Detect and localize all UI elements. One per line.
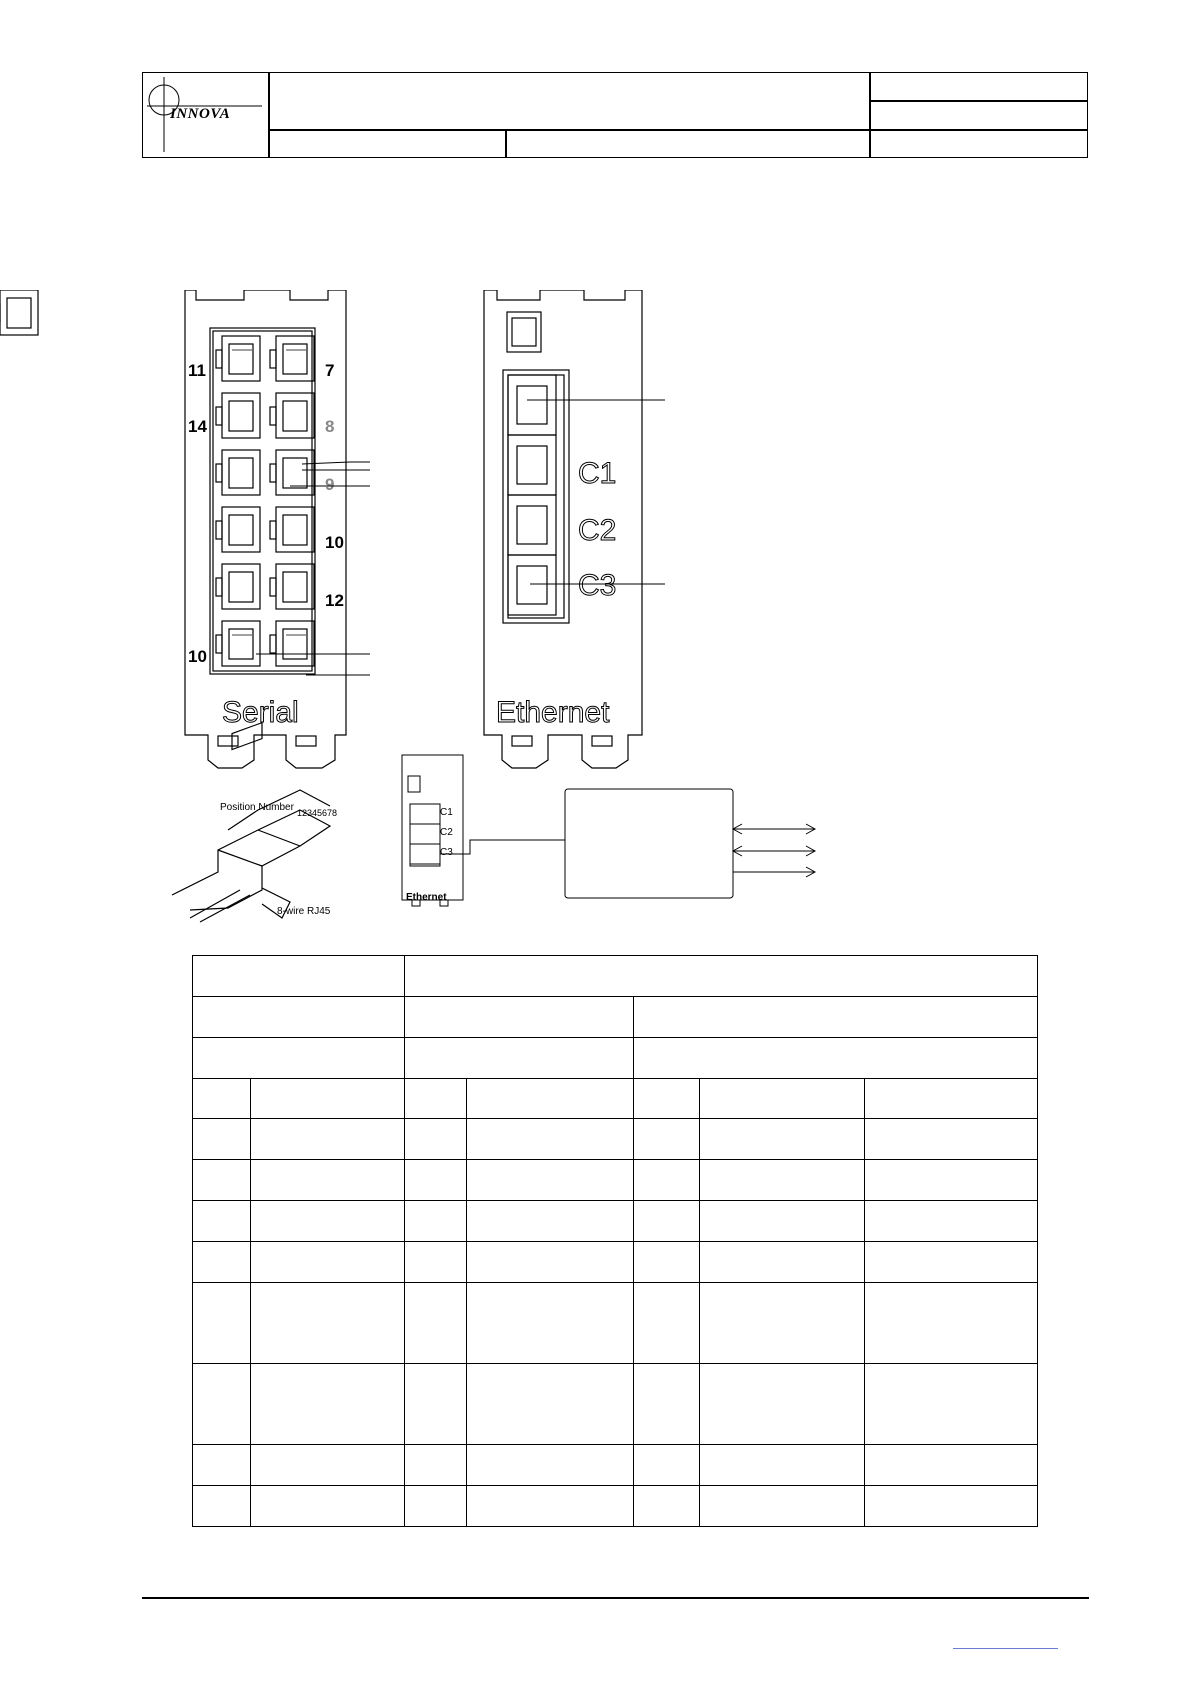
page-number-rule bbox=[953, 1648, 1058, 1649]
serial-port-number: 9 bbox=[325, 475, 335, 494]
header-divider bbox=[268, 72, 270, 158]
table-row bbox=[193, 1364, 1038, 1445]
serial-port-number: 7 bbox=[325, 361, 335, 380]
serial-port-number: 10 bbox=[325, 533, 344, 552]
module-panel-label: Ethernet bbox=[406, 892, 447, 903]
header-divider bbox=[869, 72, 871, 158]
serial-port-number: 8 bbox=[325, 417, 335, 436]
table-row bbox=[193, 1242, 1038, 1283]
table-row bbox=[193, 1486, 1038, 1527]
company-logo: INNOVA bbox=[170, 106, 231, 122]
module-port-label: C2 bbox=[440, 827, 453, 838]
serial-jacks bbox=[0, 290, 38, 335]
table-row bbox=[193, 1119, 1038, 1160]
module-port-label: C1 bbox=[440, 807, 453, 818]
ethernet-port-label: C2 bbox=[578, 514, 617, 547]
serial-port-number: 10 bbox=[188, 647, 207, 666]
header-divider bbox=[268, 129, 1088, 131]
header-divider bbox=[505, 129, 507, 158]
table-row bbox=[193, 956, 1038, 997]
rj45-connector-label: 8-wire RJ45 bbox=[277, 906, 331, 917]
table-row bbox=[193, 1038, 1038, 1079]
ethernet-panel-label: Ethernet bbox=[496, 696, 610, 729]
serial-panel-label: Serial bbox=[222, 696, 299, 729]
ethernet-port-label: C1 bbox=[578, 457, 617, 490]
table-row bbox=[193, 997, 1038, 1038]
hardware-figure bbox=[0, 290, 1191, 930]
serial-port-number: 14 bbox=[188, 417, 207, 436]
small-ethernet-module bbox=[402, 755, 463, 906]
rj45-connector-illustration bbox=[172, 723, 330, 922]
ethernet-port-label: C3 bbox=[578, 569, 617, 602]
serial-port-number: 12 bbox=[325, 591, 344, 610]
table-row bbox=[193, 1160, 1038, 1201]
header-divider bbox=[869, 100, 1088, 102]
table-row bbox=[193, 1445, 1038, 1486]
table-row bbox=[193, 1201, 1038, 1242]
pinout-table bbox=[192, 955, 1038, 1527]
document-header bbox=[142, 72, 1088, 158]
table-row bbox=[193, 1283, 1038, 1364]
position-number-label: Position Number bbox=[220, 802, 294, 813]
table-row bbox=[193, 1079, 1038, 1119]
serial-port-number: 11 bbox=[188, 361, 206, 380]
external-device-box bbox=[565, 789, 733, 898]
footer-rule bbox=[142, 1597, 1089, 1599]
pin-numbers-label: 12345678 bbox=[297, 808, 338, 818]
module-port-label: C3 bbox=[440, 847, 453, 858]
